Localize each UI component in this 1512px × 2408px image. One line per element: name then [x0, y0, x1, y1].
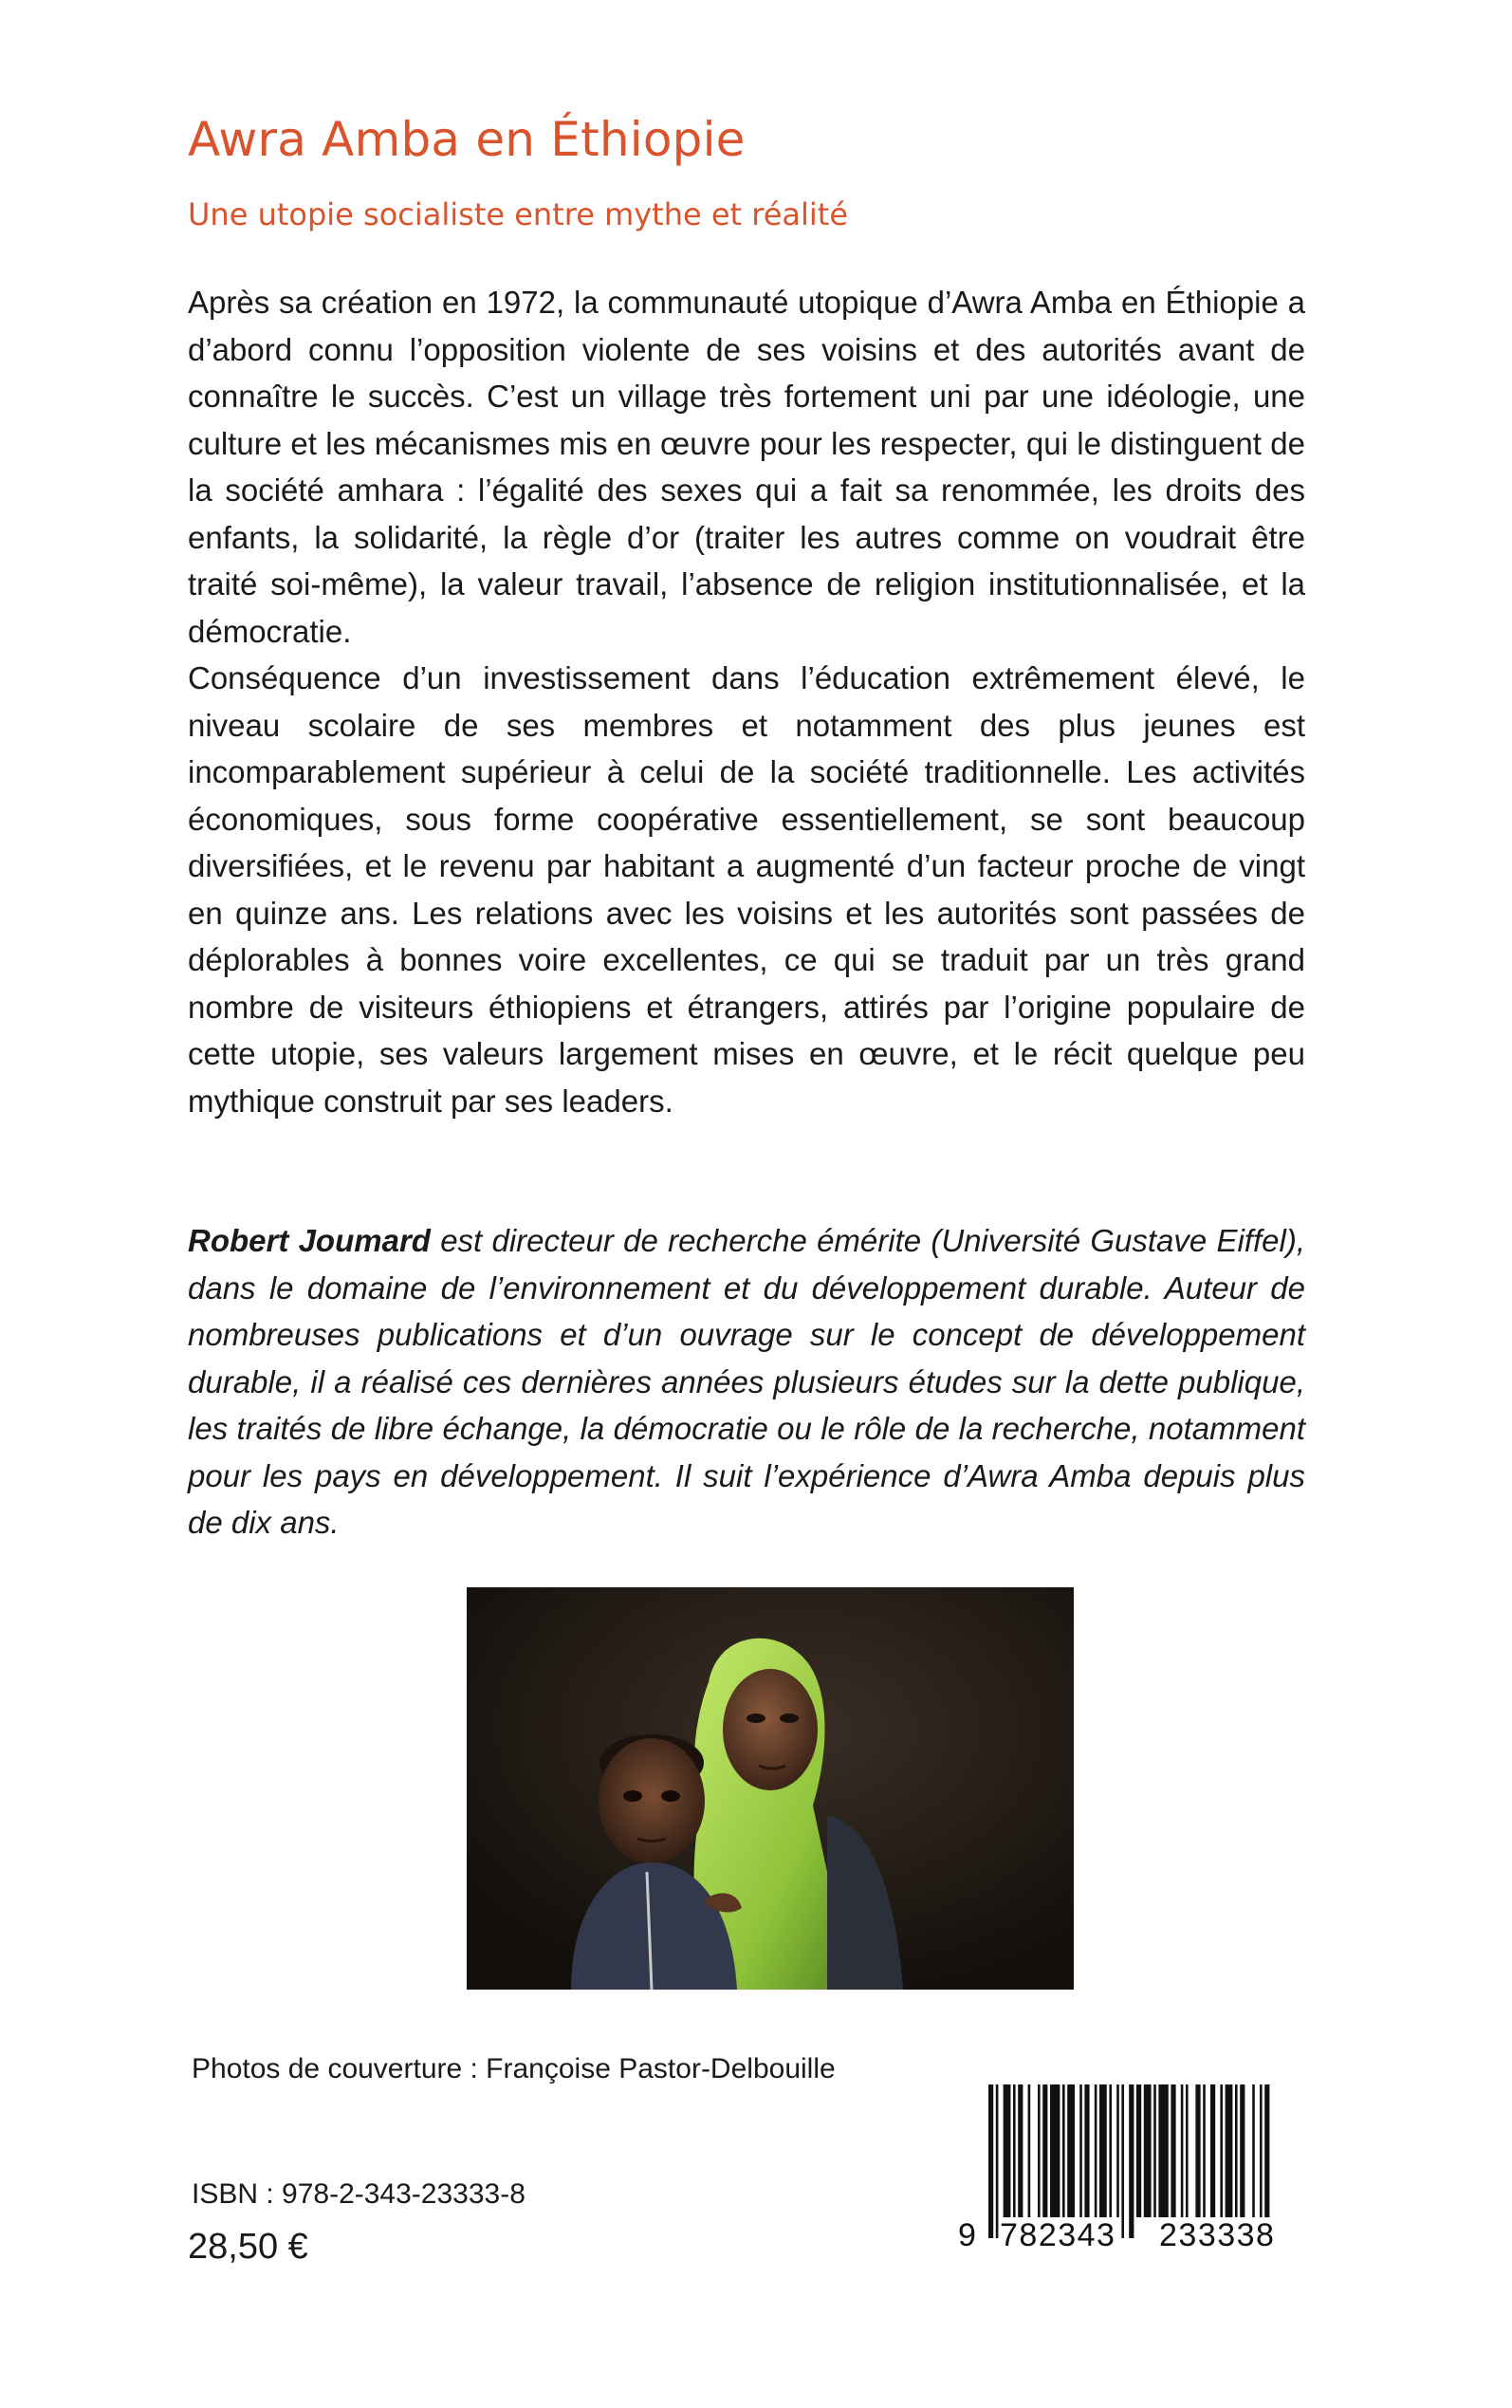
barcode-bar	[1203, 2084, 1206, 2217]
book-price: 28,50 €	[188, 2227, 308, 2267]
barcode-bar	[1158, 2084, 1168, 2217]
barcode-bar	[1004, 2084, 1011, 2217]
barcode-bar	[1109, 2084, 1112, 2217]
barcode-bar	[1028, 2084, 1031, 2217]
barcode-bar	[1144, 2084, 1152, 2217]
barcode-bar	[1121, 2084, 1124, 2238]
barcode-bar	[1129, 2084, 1134, 2238]
barcode-bar	[1050, 2084, 1060, 2217]
barcode-bar	[1153, 2084, 1156, 2217]
barcode-bar	[1186, 2084, 1189, 2217]
isbn-number: ISBN : 978-2-343-23333-8	[192, 2178, 526, 2210]
book-title: Awra Amba en Éthiopie	[188, 112, 746, 167]
barcode-bar	[1264, 2084, 1269, 2238]
barcode-bar	[996, 2084, 999, 2238]
cover-photo-children	[467, 1587, 1074, 1990]
barcode-bar	[1240, 2084, 1245, 2217]
barcode-bar	[1099, 2084, 1107, 2217]
barcode-digits-left: 782343	[1000, 2217, 1116, 2253]
barcode-bar	[1018, 2084, 1023, 2217]
barcode-bar	[1038, 2084, 1041, 2217]
barcode-bar	[1116, 2084, 1119, 2217]
barcode-bar	[1062, 2084, 1065, 2217]
author-bio-text: est directeur de recherche émérite (Université Gustave Eiffel), dans le domaine de l’environnement et du développement durable. Auteur de nombreuses publications et d’un ouvrage sur le concept de développement durable, il a réalisé ces dernières années plusieurs études sur la dette publique, les traités de libre échange, la démocratie ou le rôle de la recherche, notamment pour les pays en développement. Il suit l’expérience d’Awra Amba depuis plus de dix ans.	[188, 1223, 1305, 1540]
barcode-digits-right: 233338	[1159, 2217, 1276, 2253]
summary-paragraph-1: Après sa création en 1972, la communauté utopique d’Awra Amba en Éthiopie a d’abord connu l’opposition violente de ses voisins et des autorités avant de connaître le succès. C’est un village très fortement uni par une idéologie, une culture et les mécanismes mis en œuvre pour les respecter, qui le distinguent de la société amhara : l’égalité des sexes qui a fait sa renommée, les droits des enfants, la solidarité, la règle d’or (traiter les autres comme on voudrait être traité soi-même), la valeur travail, l’absence de religion institutionnalisée, et la démocratie.	[188, 285, 1305, 649]
barcode-bar	[1136, 2084, 1141, 2217]
photo-credits: Photos de couverture : Françoise Pastor-Delbouille	[192, 2053, 836, 2084]
barcode-bar	[988, 2084, 993, 2238]
barcode-bar	[1095, 2084, 1097, 2217]
barcode-bar	[1171, 2084, 1175, 2217]
barcode-bar	[1235, 2084, 1238, 2217]
barcode-bar	[1195, 2084, 1200, 2217]
barcode-bar	[1260, 2084, 1263, 2217]
barcode-digit-first: 9	[958, 2217, 978, 2253]
barcode-bar	[1181, 2084, 1184, 2217]
barcode-bar	[1084, 2084, 1089, 2217]
barcode-bar	[1210, 2084, 1215, 2217]
author-bio	[188, 1217, 1305, 1547]
photo-illustration	[467, 1587, 1074, 1990]
summary-paragraph-2: Conséquence d’un investissement dans l’éducation extrêmement élevé, le niveau scolaire de ses membres et notamment des plus jeunes est incomparablement supérieur à celui de la société traditionnelle. Les activités économiques, sous forme coopérative essentiellement, se sont beaucoup diversifiées, et le revenu par habitant a augmenté d’un facteur proche de vingt en quinze ans. Les relations avec les voisins et les autorités sont passées de déplorables à bonnes voire excellentes, ce qui se traduit par un très grand nombre de visiteurs éthiopiens et étrangers, attirés par l’origine populaire de cette utopie, ses valeurs largement mises en œuvre, et le récit quelque peu mythique construit par ses leaders.	[188, 660, 1305, 1119]
barcode-bar	[1067, 2084, 1075, 2217]
barcode-bar	[1226, 2084, 1233, 2217]
barcode-bar	[1252, 2084, 1255, 2217]
barcode-bar	[1013, 2084, 1016, 2217]
book-subtitle: Une utopie socialiste entre mythe et réalité	[188, 196, 849, 232]
author-name: Robert Joumard	[188, 1223, 431, 1258]
isbn-barcode	[958, 2084, 1296, 2260]
barcode-bar	[1042, 2084, 1047, 2217]
barcode-bar	[1220, 2084, 1223, 2217]
barcode-bar	[1079, 2084, 1082, 2217]
book-summary	[188, 279, 1305, 1124]
